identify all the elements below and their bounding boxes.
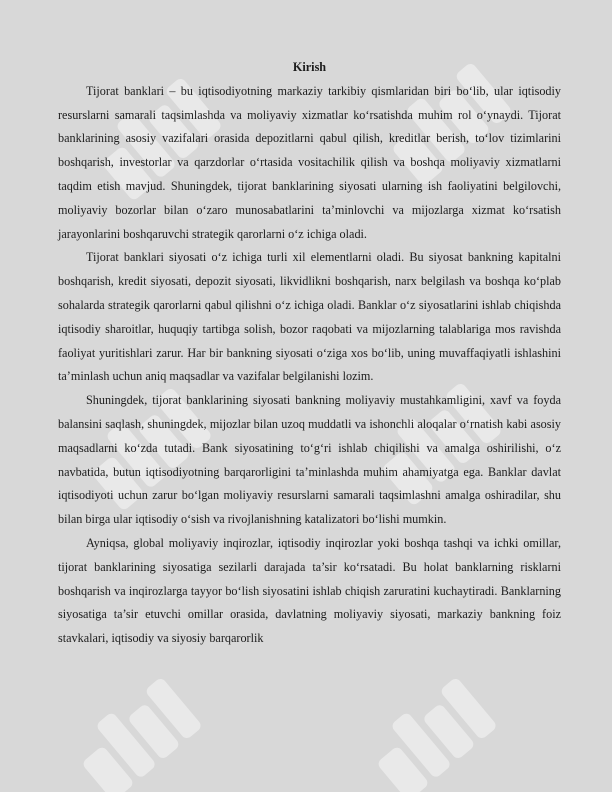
document-title: Kirish [292, 60, 327, 74]
paragraph-2: Tijorat banklari siyosati o‘z ichiga turli xil elementlarni oladi. Bu siyosat bankning kapitalni boshqarish, kredit siyosati, depozit siyosati, likvidlikni boshqarish, narx belgilash va boshqa ko‘plab sohalarda strategik qarorlarni qabul qilishni o‘z ichiga oladi. Banklar o‘z siyosatlarini ishlab chiqishda iqtisodiy sharoitlar, huquqiy tartibga solish, bozor raqobati va mijozlarning talablariga mos ravishda faoliyat yuritishlari zarur. Har bir bankning siyosati o‘ziga xos bo‘lib, uning muvaffaqiyatli ishlashini ta’minlash uchun aniq maqsadlar va vazifalar belgilanishi lozim. [58, 250, 561, 384]
paragraph-1: Tijorat banklari – bu iqtisodiyotning markaziy tarkibiy qismlaridan biri bo‘lib, ular iqtisodiy resurslarni samarali taqsimlashda va moliyaviy xizmatlar ko‘rsatishda muhim rol o‘ynaydi. Tijorat banklarining asosiy vazifalari orasida depozitlarni qabul qilish, kreditlar berish, to‘lov tizimlarini boshqarish, investorlar va qarzdorlar o‘rtasida vositachilik qilish va boshqa moliyaviy xizmatlarni taqdim etish mavjud. Shuningdek, tijorat banklarining siyosati ularning ish faoliyatini belgilovchi, moliyaviy bozorlar bilan o‘zaro munosabatlarini ta’minlovchi va mijozlarga xizmat ko‘rsatish jarayonlarini boshqaruvchi strategik qarorlarni o‘z ichiga oladi. [58, 83, 561, 241]
document-body [58, 56, 561, 651]
docs-watermark-logo-icon [355, 660, 515, 792]
paragraph-4: Ayniqsa, global moliyaviy inqirozlar, iqtisodiy inqirozlar yoki boshqa tashqi va ichki omillar, tijorat banklarining siyosatiga sezilarli darajada ta’sir ko‘rsatadi. Bu holat banklarning risklarni boshqarish va inqirozlarga tayyor bo‘lish siyosatini ishlab chiqish zaruratini kuchaytiradi. Banklarning siyosatiga ta’sir etuvchi omillar orasida, davlatning moliyaviy siyosati, markaziy bankning foiz stavkalari, iqtisodiy va siyosiy barqarorlik [58, 535, 561, 646]
paragraph-3: Shuningdek, tijorat banklarining siyosati bankning moliyaviy mustahkamligini, xavf va foyda balansini saqlash, shuningdek, mijozlar bilan uzoq muddatli va ishonchli aloqalar o‘rnatish kabi asosiy maqsadlarni ko‘zda tutadi. Bank siyosatining to‘g‘ri ishlab chiqilishi va amalga oshirilishi, o‘z navbatida, butun iqtisodiyotning barqarorligini ta’minlashda muhim ahamiyatga ega. Banklar davlat iqtisodiyoti uchun zarur bo‘lgan moliyaviy resurslarni samarali taqsimlashni amalga oshiradilar, shu bilan birga ular iqtisodiy o‘sish va rivojlanishning katalizatori bo‘lishi mumkin. [58, 393, 561, 527]
docs-watermark-logo-icon [60, 660, 220, 792]
